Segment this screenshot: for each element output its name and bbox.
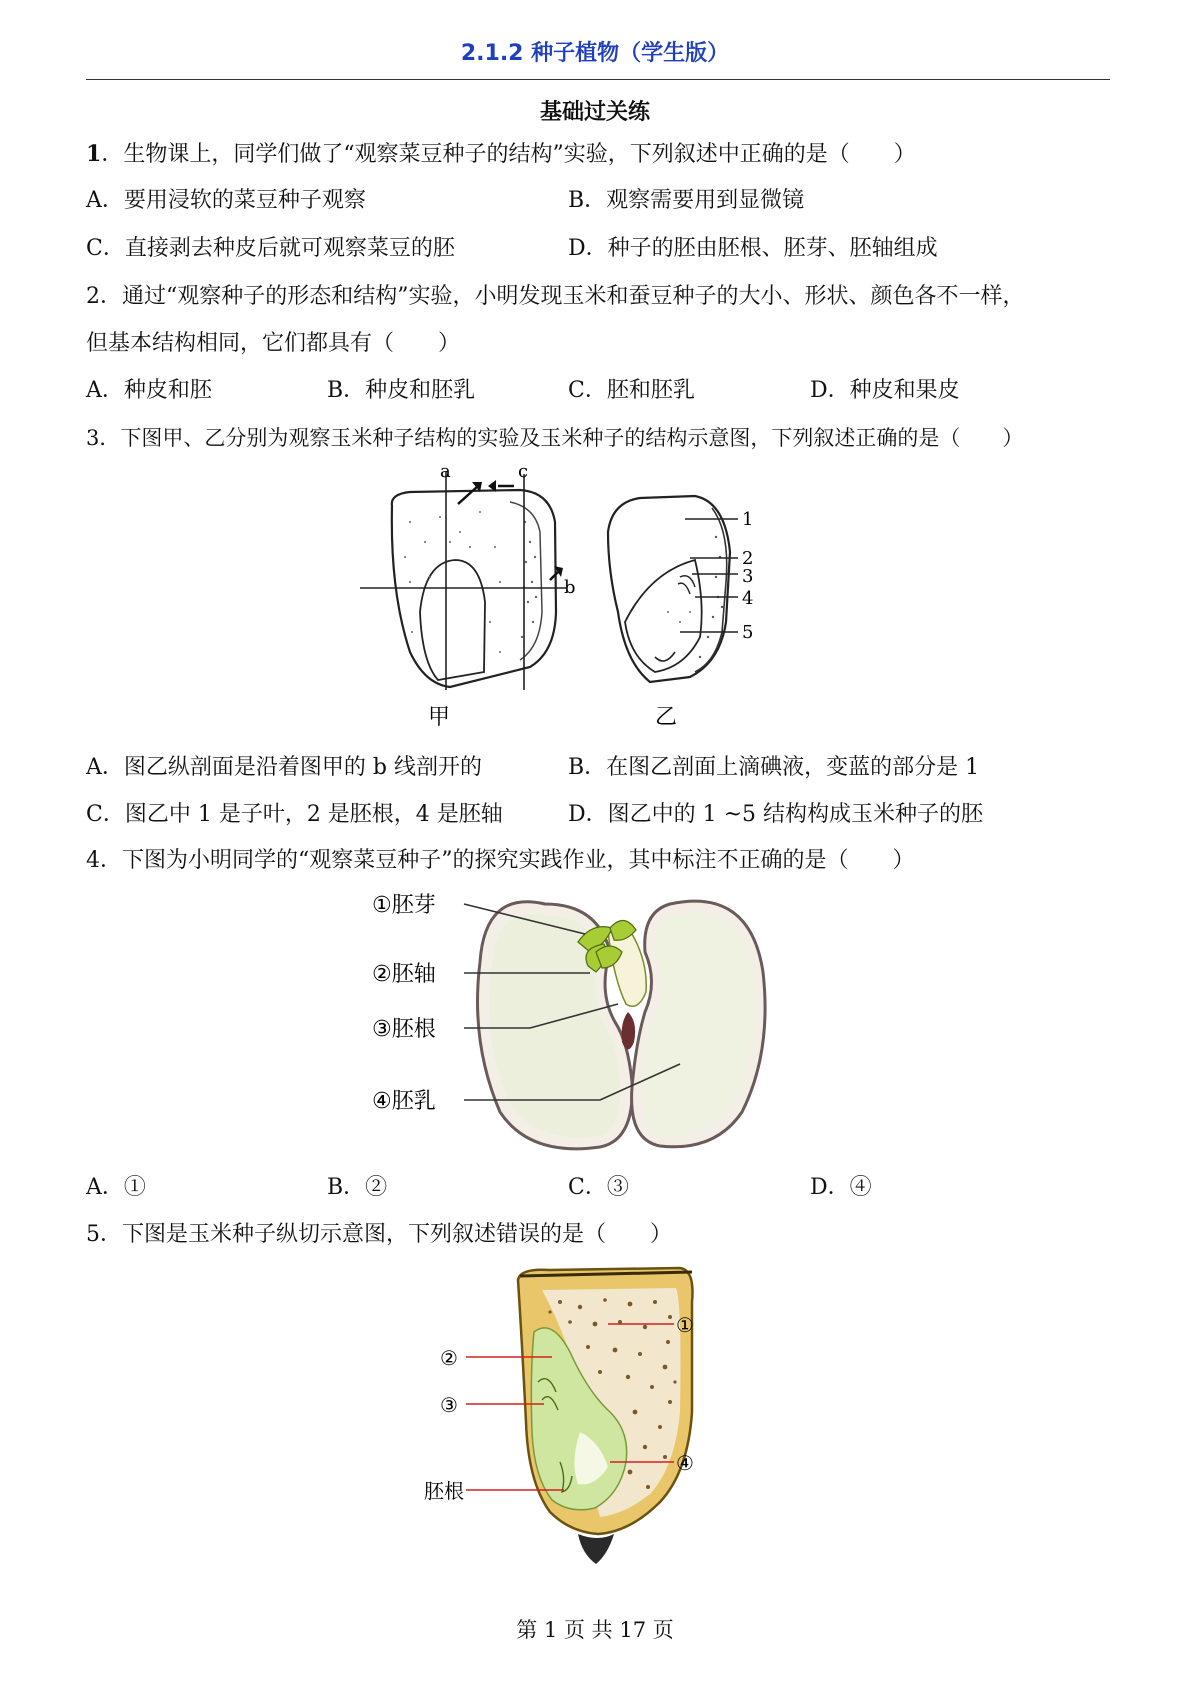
q2-option-d: D．种皮和果皮 [810,378,960,403]
yi-label-5: 5 [742,622,754,643]
question-4-stem: 4．下图为小明同学的“观察菜豆种子”的探究实践作业，其中标注不正确的是（ ） [86,848,915,873]
figure-corn-longitudinal-section [424,1262,760,1572]
q1-option-a: A．要用浸软的菜豆种子观察 [86,188,366,213]
yi-label-1: 1 [742,509,754,530]
yi-label-4: 4 [742,588,754,609]
yi-label-2: 2 [742,548,754,569]
cut-line-b-label: b [564,577,576,598]
question-1-number: 1 [86,141,102,167]
bean-label-radicle: ③胚根 [372,1017,436,1042]
q4-option-b: B．② [327,1175,388,1200]
q2-option-a: A．种皮和胚 [86,378,212,403]
q1-option-b: B．观察需要用到显微镜 [568,188,805,213]
page-title: 2.1.2 种子植物（学生版） [460,41,730,66]
question-2-stem-line2: 但基本结构相同，它们都具有（ ） [86,331,461,356]
q3-option-b: B．在图乙剖面上滴碘液，变蓝的部分是 1 [568,755,980,780]
section-heading: 基础过关练 [539,100,650,125]
corn-label-4: ④ [676,1451,694,1475]
question-3-stem: 3．下图甲、乙分别为观察玉米种子结构的实验及玉米种子的结构示意图，下列叙述正确的是（ ） [86,426,1024,450]
corn-label-radicle: 胚根 [424,1479,464,1503]
figure-jia-label: 甲 [428,705,451,730]
figure-yi [608,496,753,730]
cut-line-c-label: c [518,461,529,482]
cut-line-a-label: a [440,461,451,482]
q2-option-c: C．胚和胚乳 [568,378,695,403]
figure-bean-seed-diagram [370,882,820,1158]
figure-jia [360,461,576,730]
q3-option-a: A．图乙纵剖面是沿着图甲的 b 线剖开的 [86,755,482,780]
corn-label-2: ② [440,1346,458,1370]
bean-label-endosperm: ④胚乳 [372,1089,436,1114]
question-5-stem: 5．下图是玉米种子纵切示意图，下列叙述错误的是（ ） [86,1222,672,1247]
figure-corn-seed-cut-diagram [350,462,830,738]
q1-option-c: C．直接剥去种皮后就可观察菜豆的胚 [86,236,455,261]
figure-yi-label: 乙 [655,705,678,730]
yi-label-3: 3 [742,566,754,587]
q1-option-d: D．种子的胚由胚根、胚芽、胚轴组成 [568,236,938,261]
page-footer: 第 1 页 共 17 页 [516,1618,674,1642]
question-2-stem-line1: 2．通过“观察种子的形态和结构”实验，小明发现玉米和蚕豆种子的大小、形状、颜色各不一样， [86,284,1025,309]
header-divider [86,79,1110,80]
bean-label-plumule: ①胚芽 [372,893,436,918]
q3-option-d: D．图乙中的 1 ~5 结构构成玉米种子的胚 [568,802,984,827]
corn-label-3: ③ [440,1393,458,1417]
bean-label-hypocotyl: ②胚轴 [372,962,436,987]
q4-option-a: A．① [86,1175,146,1200]
question-1-text: ．生物课上，同学们做了“观察菜豆种子的结构”实验，下列叙述中正确的是（ ） [101,142,916,167]
q4-option-c: C．③ [568,1175,629,1200]
corn-label-1: ① [676,1313,694,1337]
q2-option-b: B．种皮和胚乳 [327,378,476,403]
q3-option-c: C．图乙中 1 是子叶，2 是胚根，4 是胚轴 [86,802,503,827]
question-1-stem [86,141,916,168]
q4-option-d: D．④ [810,1175,872,1200]
